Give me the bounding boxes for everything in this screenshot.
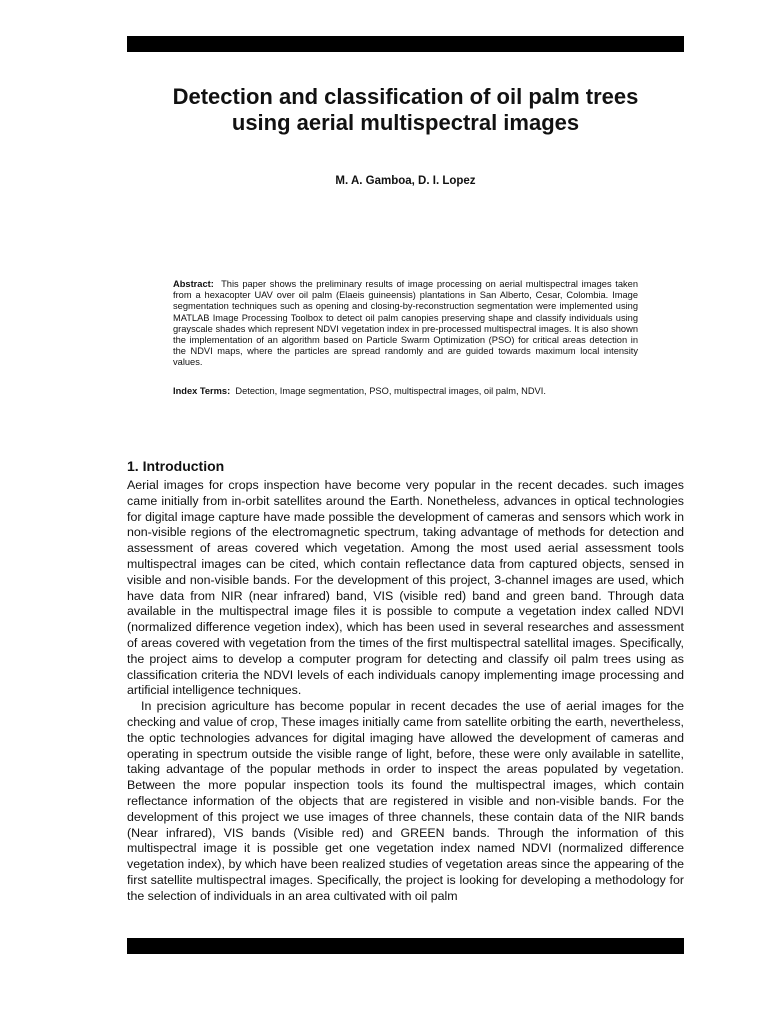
paper-title xyxy=(127,84,684,136)
index-terms-label: Index Terms: xyxy=(173,386,231,396)
abstract-text: This paper shows the preliminary results of image processing on aerial multispectral images taken from a hexacopter UAV over oil palm (Elaeis guineensis) plantations in San Alberto, Cesar, Colombia. Image segmentation techniques such as opening and closing-by-reconstruction segmentation were implemented using MATLAB Image Processing Toolbox to detect oil palm canopies preserving shape and classify individuals using grayscale shades which represent NDVI vegetation index in pre-processed multispectral images. It is also shown the implementation of an algorithm based on Particle Swarm Optimization (PSO) for critical areas detection in the NDVI maps, where the particles are spread randomly and are guided towards maximum local intensity values. xyxy=(173,279,638,368)
paragraph-1: Aerial images for crops inspection have become very popular in the recent decades. such images came initially from in-orbit satellites around the Earth. Nonetheless, advances in optical technologies for digital image capture have made possible the development of cameras and sensors which work in non-visible regions of the electromagnetic spectrum, taking advantage of methods for detection and assessment of areas covered which vegetation. Among the most used aerial assessment tools multispectral images can be cited, which contain reflectance data from captured objects, sensed in visible and non-visible bands. For the development of this project, 3-channel images are used, which have data from NIR (near infrared) band, VIS (visible red) band and green band. Through data available in the multispectral image files it is possible to compute a vegetation index called NDVI (normalized difference vegetion index), which has been used in several researches and assessment of areas covered with vegetation from the times of the first multispectral satellital images. Specifically, the project aims to develop a computer program for detecting and classify oil palm trees using as classification criteria the NDVI levels of each individuals canopy implementing image processing and artificial intelligence techniques. xyxy=(127,478,684,698)
abstract-label: Abstract: xyxy=(173,279,214,289)
title-line-1: Detection and classification of oil palm trees xyxy=(172,84,639,109)
bottom-rule xyxy=(127,938,684,954)
section-heading: 1. Introduction xyxy=(127,458,225,474)
index-terms xyxy=(173,385,638,397)
section-body xyxy=(127,478,684,905)
title-line-2: using aerial multispectral images xyxy=(231,110,580,135)
index-terms-text: Detection, Image segmentation, PSO, multispectral images, oil palm, NDVI. xyxy=(235,386,546,396)
abstract xyxy=(173,279,638,369)
paragraph-2: In precision agriculture has become popular in recent decades the use of aerial images for the checking and value of crop, These images initially came from satellite orbiting the earth, nevertheless, the optic technologies advances for digital imaging have allowed the development of cameras and operating in spectrum outside the visible range of light, before, these were only available in satellite, taking advantage of the popular methods in order to inspect the areas populated by vegetation. Between the more popular inspection tools its found the multispectral images, which contain reflectance information of the objects that are registered in visible and non-visible bands. For the development of this project we use images of three channels, these contain data of the NIR bands (Near infrared), VIS bands (Visible red) and GREEN bands. Through the information of this multispectral image it is possible get one vegetation index named NDVI (normalized difference vegetation index), by which have been realized studies of vegetation areas since the appearing of the first satellite multispectral images. Specifically, the project is looking for developing a methodology for the selection of individuals in an area cultivated with oil palm xyxy=(127,699,684,903)
top-rule xyxy=(127,36,684,52)
authors: M. A. Gamboa, D. I. Lopez xyxy=(335,175,476,187)
